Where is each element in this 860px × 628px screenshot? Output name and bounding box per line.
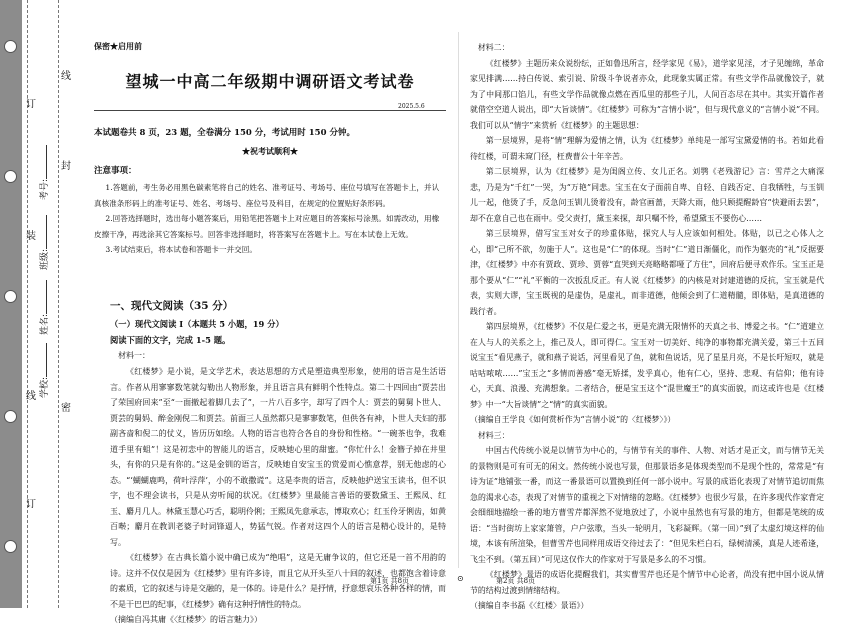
binding-word: 线 bbox=[26, 391, 36, 402]
paragraph: 第四层境界，《红楼梦》不仅是仁爱之书，更是充满无限情怀的天真之书、博爱之书。“仁”道建立在人与人的关系之上，推己及人，即可得仁。宝玉对一切美好、纯净的事物都充满关爱，第三十五回说宝玉“看见燕子，就和燕子说话，河里看见了鱼，就和鱼说话，见了星星月亮，不是长吁短叹，就是咕咕哝哝……”宝玉之“多情而善感”毫无矫揉，发乎真心，他有仁心，坚持、悲观、有信仰；他有诗心，天真、浪漫、充满想象。二者结合，便是宝玉这个“混世魔王”的真实面貌，而这或许也是《红楼梦》中一“大旨谈情”之“情”的真实面貌。 bbox=[470, 322, 824, 409]
source-citation: （摘编自王学良《如何赏析作为“言情小说”的〈红楼梦〉》） bbox=[470, 415, 676, 424]
section-title: 一、现代文阅读（35 分） bbox=[110, 300, 234, 312]
binding-hole bbox=[4, 40, 17, 53]
name-field: 姓名: bbox=[37, 280, 50, 335]
binding-word: 订 bbox=[26, 499, 36, 510]
cut-line bbox=[27, 0, 28, 608]
subsection-title: （一）现代文阅读 I（本题共 5 小题，19 分） bbox=[110, 319, 284, 329]
paragraph: 《红楼梦》主题历来众说纷纭，正如鲁迅所言，经学家见《易》，道学家见淫，才子见缠绵，革命家见排满……持白传说、索引说、阶级斗争说者亦众，此现象实属正常。有些文学作品就像饺子，就为了中间那口馅儿，有些文学作品就像点燃在西瓜里的那些子儿，人间百态尽在其中。其实开篇作者就借空空道人说出，即“大旨谈情”。《红楼梦》可称为“言情小说”，但与现代意义的“言情小说”不同。我们可以从“情字”来赏析《红楼梦》的主题思想： bbox=[470, 58, 824, 130]
binding-hole bbox=[4, 170, 17, 183]
material-label: 材料三： bbox=[477, 430, 510, 440]
notes-list bbox=[94, 180, 446, 258]
class-field: 班级: bbox=[37, 215, 50, 270]
paragraph: 第二层境界，认为《红楼梦》是为闺阁立传、女儿正名。刘鹗《老残游记》言：雪芹之大痛深悲，乃是为“千红”一哭，为“万艳”同悲。宝玉在女子面前自卑、自轻、自践否定、自我牺牲，与玉钏儿一起，他烫了手，反急问玉钏儿烫着没有，龄官画蔷，天降大雨，他只顾提醒龄官“快避雨去罢”，却不在意自己也在雨中。受父责打，黛玉来探，却只嘱不怜，希望黛玉不要伤心…… bbox=[470, 167, 824, 223]
note-item: 3.考试结束后，将本试卷和答题卡一并交回。 bbox=[105, 245, 257, 254]
reading-instruction: 阅读下面的文字，完成 1-5 题。 bbox=[110, 335, 231, 345]
good-luck-line: ★祝考试顺利★ bbox=[242, 146, 298, 156]
binding-hole bbox=[4, 410, 17, 423]
material-label: 材料一： bbox=[118, 351, 150, 360]
secret-label: 保密★启用前 bbox=[94, 41, 142, 51]
binding-margin bbox=[0, 0, 71, 608]
paragraph: 《红楼梦》在古典长篇小说中确已成为“绝唱”，这是无庸争议的，但它还是一首不用韵的诗。这并不仅仅是因为《红楼梦》里有许多诗，而且它从开头至八十回的叙述，也都饱含着诗意的素质，它的叙述与诗是交融的，是一体的。诗是什么？是抒情，抒意想哀乐各种各样的情，而不是干巴巴的纪事，《红楼梦》确有这种抒情性的特点。 bbox=[110, 553, 446, 609]
page-divider bbox=[458, 32, 459, 568]
page-number-right: 第2页 共8页 bbox=[496, 577, 536, 585]
material-label: 材料二： bbox=[477, 43, 510, 52]
exam-no-field: 考号: bbox=[37, 145, 50, 200]
paragraph: 《红楼梦》是小说，是文学艺术，表达思想的方式是塑造典型形象，使用的语言是生活语言。作者从用寥寥数笔就勾勒出人物形象，并且语言具有鲜明个性特点。第二十四回由“贾芸出了荣国府回来”至“一面撤起着脚几去了”，一片八百多字，却写了四个人：贾芸的舅舅卜世人、贾芸的舅妈、醉金刚倪二和贾芸。前面三人虽然都只是寥寥数笔，但供各有神，卜世人夫妇的那副吝啬和倪二的仗义，皆历历如绘。人物的语言也符合各自的身份和性格。“一碗茶也争，我难道手里有蛆”！这是初恋中的智能儿的语言，反映她心里的甜蜜。“你忙什么！金簪子掉在井里头，有你的只是有你的。”这是金钏的语言，反映她自安宝玉的赏爱而心憔意荐，别无他虑的心态。“‘蝴蝴鹿鸣，荷叶浮萍’，小的不敢撒谎”。这是李贵的语言，反映他护送宝玉读书，但不识字，也不理会读书，只是从旁听闻的状况。《红楼梦》里最能言善语的要数黛玉、王熙凤、红玉、麝月几人。林黛玉慧心巧舌，聪明伶俐；王熙凤先意承志，博取欢心；红玉伶牙俐齿，如黄百啭；麝月在教训老婆子时词锋逼人，势猛气锐。作者对这四个人的语言是精心设计的，是特写。 bbox=[110, 367, 446, 547]
exam-title: 望城一中高二年级期中调研语文考试卷 bbox=[125, 72, 415, 91]
paragraph: 中国古代传统小说是以情节为中心的，与情节有关的事件、人物、对话才是正文，而与情节无关的景物则是可有可无的闲文。然传统小说也写景，但那景语多是体现类型而不是现个性的，常常是“有诗为证”地铺张一番，而这一番景语可以置换到任何一部小说中。写景的成语化表现了对情节追切而焦急的渴求心态，表现了对情节的重视之下对情绪的忽略。《红楼梦》也很少写景，在许多现代作家背定会细细地描绘一番的地方曹雪芹都浑然不觉地放过了，小说中虽然也有写景的地方，但都是笔统的成语：“当时街坊上家家箫管，户户弦歌，当头一轮明月，飞彩凝辉。（第一回）”到了太虚幻境这样的仙境，本该有所渲染，但曹雪芹也同样用成语交待过去了：“但见朱栏白石，绿树清溪，真是人迹希逢，飞尘不到。（第五回）”可见这仅作大的作家对于写景是多么的不习惯。 bbox=[470, 446, 824, 564]
source-citation: （摘编自冯其庸《〈红楼梦〉的语言魅力》） bbox=[110, 615, 262, 624]
binding-hole bbox=[4, 290, 17, 303]
center-mark: ⊙ bbox=[457, 574, 464, 583]
exam-summary: 本试题卷共 8 页，23 题，全卷满分 150 分，考试用时 150 分钟。 bbox=[94, 128, 355, 138]
cut-line bbox=[58, 0, 59, 608]
source-citation: （摘编自李书磊《〈红楼〉景语》） bbox=[470, 601, 589, 610]
binding-word: 装 bbox=[26, 231, 36, 242]
exam-date: 2025.5.6 bbox=[398, 103, 425, 110]
note-item: 1.答题前，考生务必用黑色碳素笔将自己的姓名、准考证号、考场号、座位号填写在答题卡上，并认真核准条形码上的准考证号、姓名、考场号、座位号及科目，在规定的位置贴好条形码。 bbox=[94, 183, 440, 208]
title-rule bbox=[94, 110, 446, 111]
paragraph: 《红楼梦》景语的成语化提醒我们，其实曹雪芹也还是个情节中心论者，尚没有把中国小说从情节的结构过渡到情绪结构。 bbox=[470, 570, 824, 595]
material-one-body bbox=[110, 364, 446, 628]
paragraph: 第一层境界，是将“情”理解为爱情之情，认为《红楼梦》单纯是一部写宝黛爱情的书。若如此看待红楼，可谓未窥门径，枉费曹公十年辛苦。 bbox=[470, 136, 824, 161]
binding-hole bbox=[4, 540, 17, 553]
right-page-body bbox=[470, 40, 824, 614]
note-item: 2.回答选择题时，选出每小题答案后，用铅笔把答题卡上对应题目的答案标号涂黑。如需改动，用橡皮擦干净，再选涂其它答案标号。回答非选择题时，将答案写在答题卡上。写在本试卷上无效。 bbox=[94, 214, 440, 239]
binding-char: 线 bbox=[61, 71, 71, 82]
paragraph: 第三层境界，借写宝玉对女子的珍重体贴，探究人与人应该如何相处。体贴，以已之心体人之心，即“己所不欲，勿施于人”。这也是“仁”的体现。当时“仁”道日渐僵化，而作为躯壳的“礼”反据要津，《红楼梦》中亦有贾政、贾珍、贾蓉“直哭到天亮略略都哑了方住”，回府后便寻欢作乐。宝玉正是那个要从“仁”“礼”平衡的一次扳乱反正。有人说《红楼梦》的内核是对封建道德的反抗，宝玉就是代表，实则大谬，宝玉既视的是虚伪，是虚礼，而非道德，他倾会到了仁道精髓，即体贴，是真道德的践行者。 bbox=[470, 229, 824, 316]
page-number-left: 第1页 共8页 bbox=[370, 577, 410, 585]
binding-gutter bbox=[0, 0, 22, 608]
notes-heading: 注意事项： bbox=[94, 166, 137, 176]
binding-char: 密 bbox=[61, 403, 71, 414]
binding-word: 订 bbox=[26, 99, 36, 110]
school-field: 学校: bbox=[37, 343, 50, 398]
binding-char: 封 bbox=[61, 161, 71, 172]
